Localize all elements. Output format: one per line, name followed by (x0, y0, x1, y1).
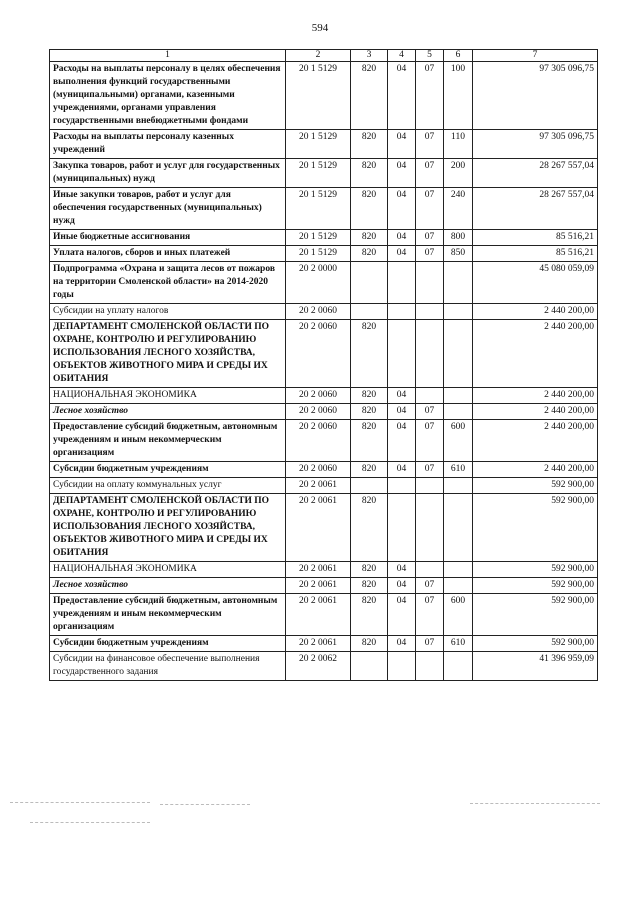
row-amount: 592 900,00 (473, 478, 598, 494)
row-code: 20 2 0061 (286, 578, 351, 594)
header-col-3: 3 (351, 50, 388, 62)
row-amount: 28 267 557,04 (473, 188, 598, 230)
row-code: 20 2 0060 (286, 404, 351, 420)
row-col5: 07 (416, 594, 444, 636)
row-col6: 850 (444, 246, 473, 262)
row-col4: 04 (388, 159, 416, 188)
row-col5: 07 (416, 578, 444, 594)
row-col6: 100 (444, 62, 473, 130)
row-col6 (444, 478, 473, 494)
row-col3: 820 (351, 130, 388, 159)
row-col3: 820 (351, 494, 388, 562)
row-name: НАЦИОНАЛЬНАЯ ЭКОНОМИКА (50, 388, 286, 404)
row-col5 (416, 478, 444, 494)
row-col5: 07 (416, 188, 444, 230)
header-col-2: 2 (286, 50, 351, 62)
row-amount: 85 516,21 (473, 246, 598, 262)
row-col6 (444, 404, 473, 420)
row-amount: 592 900,00 (473, 636, 598, 652)
row-col3: 820 (351, 159, 388, 188)
row-col4: 04 (388, 562, 416, 578)
row-amount: 97 305 096,75 (473, 130, 598, 159)
row-col4 (388, 652, 416, 681)
row-col6: 240 (444, 188, 473, 230)
row-col3: 820 (351, 562, 388, 578)
row-col6 (444, 494, 473, 562)
row-col6 (444, 262, 473, 304)
row-amount: 2 440 200,00 (473, 388, 598, 404)
row-col3: 820 (351, 420, 388, 462)
table-row (50, 562, 598, 578)
table-row (50, 246, 598, 262)
row-col5: 07 (416, 130, 444, 159)
row-amount: 2 440 200,00 (473, 304, 598, 320)
row-col4: 04 (388, 62, 416, 130)
row-col4: 04 (388, 636, 416, 652)
row-code: 20 1 5129 (286, 188, 351, 230)
table-row (50, 420, 598, 462)
row-col3: 820 (351, 594, 388, 636)
row-col4: 04 (388, 578, 416, 594)
page-number: 594 (311, 22, 329, 34)
row-col3 (351, 304, 388, 320)
row-col5 (416, 304, 444, 320)
row-col3 (351, 652, 388, 681)
row-col5: 07 (416, 404, 444, 420)
row-amount: 2 440 200,00 (473, 462, 598, 478)
row-name: Закупка товаров, работ и услуг для государственных (муниципальных) нужд (50, 159, 286, 188)
row-name: ДЕПАРТАМЕНТ СМОЛЕНСКОЙ ОБЛАСТИ ПО ОХРАНЕ, КОНТРОЛЮ И РЕГУЛИРОВАНИЮ ИСПОЛЬЗОВАНИЯ ЛЕСНОГО ХОЗЯЙСТВА, ОБЪЕКТОВ ЖИВОТНОГО МИРА И СРЕДЫ ИХ ОБИТАНИЯ (50, 494, 286, 562)
row-col5 (416, 388, 444, 404)
row-col4: 04 (388, 404, 416, 420)
row-amount: 85 516,21 (473, 230, 598, 246)
row-name: Лесное хозяйство (50, 578, 286, 594)
row-amount: 28 267 557,04 (473, 159, 598, 188)
table-row (50, 304, 598, 320)
header-col-1: 1 (50, 50, 286, 62)
row-col6: 110 (444, 130, 473, 159)
row-col4: 04 (388, 246, 416, 262)
table-row (50, 636, 598, 652)
table-row (50, 62, 598, 130)
row-code: 20 2 0061 (286, 562, 351, 578)
row-col4 (388, 494, 416, 562)
row-col6: 610 (444, 636, 473, 652)
row-col5: 07 (416, 230, 444, 246)
row-code: 20 1 5129 (286, 130, 351, 159)
row-col5 (416, 494, 444, 562)
table-row (50, 130, 598, 159)
table-row (50, 262, 598, 304)
row-col4 (388, 304, 416, 320)
header-col-4: 4 (388, 50, 416, 62)
row-col5: 07 (416, 159, 444, 188)
row-code: 20 2 0060 (286, 320, 351, 388)
table-row (50, 494, 598, 562)
row-name: Субсидии бюджетным учреждениям (50, 462, 286, 478)
row-code: 20 2 0060 (286, 420, 351, 462)
table-row (50, 478, 598, 494)
row-name: Расходы на выплаты персоналу казенных учреждений (50, 130, 286, 159)
row-col6 (444, 562, 473, 578)
row-col6 (444, 388, 473, 404)
row-col4 (388, 262, 416, 304)
row-code: 20 1 5129 (286, 246, 351, 262)
row-col5: 07 (416, 636, 444, 652)
row-col5: 07 (416, 62, 444, 130)
row-name: Лесное хозяйство (50, 404, 286, 420)
row-amount: 592 900,00 (473, 494, 598, 562)
row-col3: 820 (351, 62, 388, 130)
row-name: Субсидии на оплату коммунальных услуг (50, 478, 286, 494)
row-col3: 820 (351, 404, 388, 420)
row-col4: 04 (388, 420, 416, 462)
row-col3: 820 (351, 320, 388, 388)
row-col3: 820 (351, 230, 388, 246)
row-col6: 200 (444, 159, 473, 188)
row-name: Предоставление субсидий бюджетным, автономным учреждениям и иным некоммерческим организациям (50, 420, 286, 462)
header-col-7: 7 (473, 50, 598, 62)
row-col6 (444, 652, 473, 681)
row-name: Уплата налогов, сборов и иных платежей (50, 246, 286, 262)
row-amount: 2 440 200,00 (473, 420, 598, 462)
row-name: Расходы на выплаты персоналу в целях обеспечения выполнения функций государственными (муниципальными) органами, казенными учреждениями, органами управления государственными внебюджетными фондами (50, 62, 286, 130)
row-code: 20 2 0061 (286, 594, 351, 636)
row-col6: 800 (444, 230, 473, 246)
row-col6: 600 (444, 594, 473, 636)
header-col-6: 6 (444, 50, 473, 62)
row-amount: 2 440 200,00 (473, 320, 598, 388)
row-col5: 07 (416, 462, 444, 478)
row-amount: 97 305 096,75 (473, 62, 598, 130)
table-row (50, 388, 598, 404)
row-col4: 04 (388, 130, 416, 159)
row-code: 20 2 0062 (286, 652, 351, 681)
table-row (50, 230, 598, 246)
row-col3 (351, 478, 388, 494)
row-col3: 820 (351, 578, 388, 594)
row-code: 20 1 5129 (286, 62, 351, 130)
row-col4: 04 (388, 230, 416, 246)
row-col3: 820 (351, 246, 388, 262)
table-row (50, 404, 598, 420)
row-col5 (416, 562, 444, 578)
row-code: 20 1 5129 (286, 230, 351, 246)
row-name: Иные закупки товаров, работ и услуг для обеспечения государственных (муниципальных) нужд (50, 188, 286, 230)
table-row (50, 578, 598, 594)
row-name: Субсидии на финансовое обеспечение выполнения государственного задания (50, 652, 286, 681)
row-col5 (416, 262, 444, 304)
row-col3: 820 (351, 462, 388, 478)
row-col3: 820 (351, 636, 388, 652)
table-row (50, 159, 598, 188)
row-col4: 04 (388, 188, 416, 230)
scan-artifact-lines (0, 800, 640, 830)
row-col3: 820 (351, 188, 388, 230)
table-row (50, 652, 598, 681)
budget-table (49, 49, 598, 681)
row-code: 20 2 0060 (286, 462, 351, 478)
row-col6 (444, 304, 473, 320)
row-col4 (388, 478, 416, 494)
row-amount: 592 900,00 (473, 578, 598, 594)
row-code: 20 2 0061 (286, 494, 351, 562)
row-name: Субсидии бюджетным учреждениям (50, 636, 286, 652)
header-row (50, 50, 598, 62)
row-col5 (416, 652, 444, 681)
row-name: ДЕПАРТАМЕНТ СМОЛЕНСКОЙ ОБЛАСТИ ПО ОХРАНЕ, КОНТРОЛЮ И РЕГУЛИРОВАНИЮ ИСПОЛЬЗОВАНИЯ ЛЕСНОГО ХОЗЯЙСТВА, ОБЪЕКТОВ ЖИВОТНОГО МИРА И СРЕДЫ ИХ ОБИТАНИЯ (50, 320, 286, 388)
table-row (50, 462, 598, 478)
row-code: 20 2 0061 (286, 478, 351, 494)
row-col6 (444, 320, 473, 388)
row-amount: 592 900,00 (473, 594, 598, 636)
row-code: 20 2 0061 (286, 636, 351, 652)
row-col3 (351, 262, 388, 304)
row-code: 20 2 0000 (286, 262, 351, 304)
row-col4: 04 (388, 594, 416, 636)
row-col4: 04 (388, 462, 416, 478)
row-name: НАЦИОНАЛЬНАЯ ЭКОНОМИКА (50, 562, 286, 578)
row-col6: 600 (444, 420, 473, 462)
row-amount: 2 440 200,00 (473, 404, 598, 420)
row-col5: 07 (416, 420, 444, 462)
row-amount: 41 396 959,09 (473, 652, 598, 681)
row-col4 (388, 320, 416, 388)
row-code: 20 2 0060 (286, 304, 351, 320)
row-col6 (444, 578, 473, 594)
header-col-5: 5 (416, 50, 444, 62)
row-col5: 07 (416, 246, 444, 262)
row-code: 20 1 5129 (286, 159, 351, 188)
table-row (50, 320, 598, 388)
table-row (50, 594, 598, 636)
row-amount: 45 080 059,09 (473, 262, 598, 304)
row-col3: 820 (351, 388, 388, 404)
row-name: Иные бюджетные ассигнования (50, 230, 286, 246)
row-name: Предоставление субсидий бюджетным, автономным учреждениям и иным некоммерческим организациям (50, 594, 286, 636)
row-col6: 610 (444, 462, 473, 478)
row-name: Подпрограмма «Охрана и защита лесов от пожаров на территории Смоленской области» на 2014-2020 годы (50, 262, 286, 304)
row-code: 20 2 0060 (286, 388, 351, 404)
row-col4: 04 (388, 388, 416, 404)
row-name: Субсидии на уплату налогов (50, 304, 286, 320)
row-amount: 592 900,00 (473, 562, 598, 578)
table-row (50, 188, 598, 230)
row-col5 (416, 320, 444, 388)
